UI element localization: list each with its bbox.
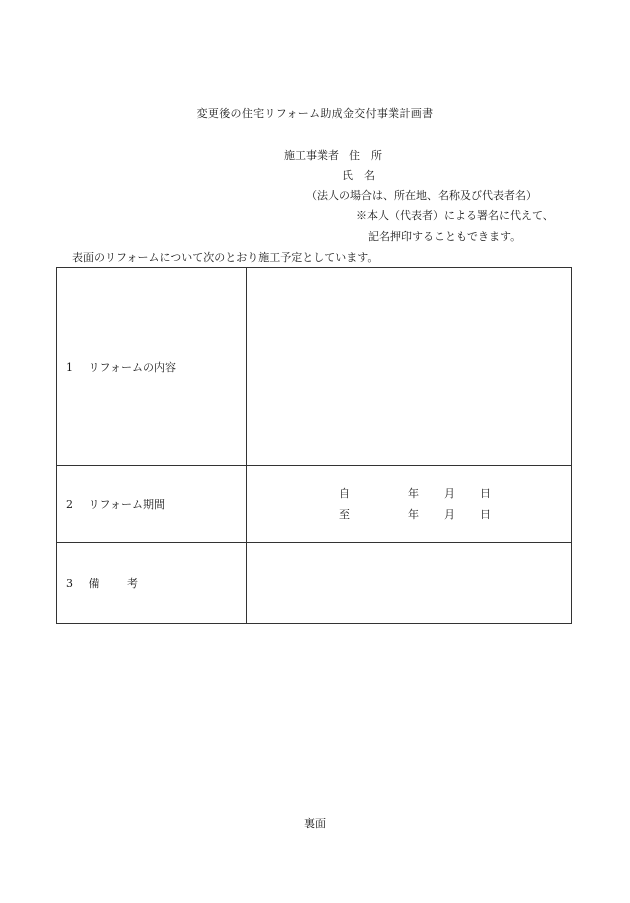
remarks-label-cell xyxy=(57,543,247,624)
row-number: 1 xyxy=(66,360,73,374)
period-field[interactable] xyxy=(247,466,572,543)
row-number: 3 xyxy=(66,577,73,590)
remarks-label-a: 備 xyxy=(88,577,100,590)
address-label: 住 所 xyxy=(349,149,382,162)
content-label: リフォームの内容 xyxy=(88,360,176,374)
builder-label: 施工事業者 xyxy=(284,149,339,162)
period-label: リフォーム期間 xyxy=(88,498,165,511)
period-to-label: 至 xyxy=(339,508,350,521)
signature-note-line2: 記名押印することもできます。 xyxy=(368,230,522,243)
period-label-cell xyxy=(57,466,247,543)
period-from-month: 月 xyxy=(444,487,455,500)
period-to-year: 年 xyxy=(408,508,419,521)
table-row-remarks xyxy=(57,543,572,624)
reform-plan-table xyxy=(56,267,572,624)
document-title: 変更後の住宅リフォーム助成金交付事業計画書 xyxy=(196,107,434,120)
remarks-label-b: 考 xyxy=(127,577,138,590)
remarks-field[interactable] xyxy=(247,543,572,624)
page-side-label: 裏面 xyxy=(304,817,326,830)
content-label-cell xyxy=(57,268,247,466)
period-to-day: 日 xyxy=(480,508,491,521)
table-row-content xyxy=(57,268,572,466)
table-row-period xyxy=(57,466,572,543)
name-label: 氏 名 xyxy=(342,169,375,182)
content-field[interactable] xyxy=(247,268,572,466)
period-to-month: 月 xyxy=(444,508,455,521)
corporate-note: （法人の場合は、所在地、名称及び代表者名） xyxy=(306,189,537,202)
row-number: 2 xyxy=(66,498,73,511)
period-from-day: 日 xyxy=(480,487,491,500)
intro-text: 表面のリフォームについて次のとおり施工予定としています。 xyxy=(72,251,379,264)
period-from-year: 年 xyxy=(408,487,419,500)
period-from-label: 自 xyxy=(339,487,350,500)
signature-note-line1: ※本人（代表者）による署名に代えて、 xyxy=(356,209,554,222)
